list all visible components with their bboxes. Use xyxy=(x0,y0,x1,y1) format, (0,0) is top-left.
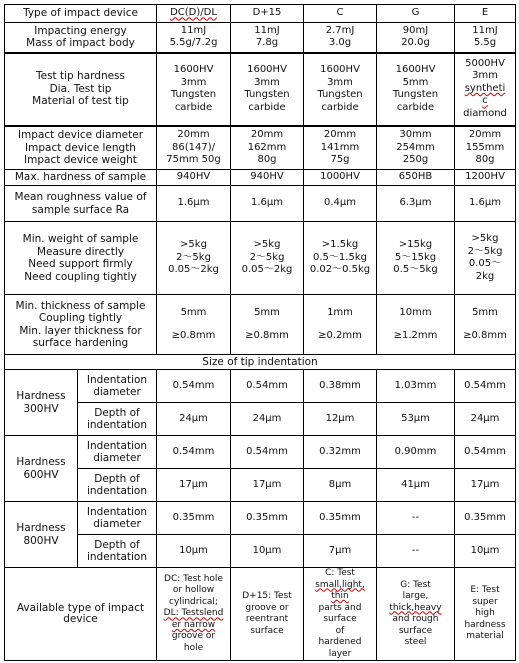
min-thickness-cell: 5mm ≥0.8mm xyxy=(231,295,304,355)
indent-depth-label: Depth of indentation xyxy=(78,469,157,502)
indent-diameter-cell: 1.03mm xyxy=(377,370,455,403)
min-weight-row xyxy=(5,222,516,295)
device-dims-cell: 20mm 86(147)/ 75mm 50g xyxy=(157,126,231,170)
device-dc-header: DC(D)/DL xyxy=(157,5,231,23)
device-dims-cell: 20mm 155mm 80g xyxy=(455,126,516,170)
available-dc-cell: DC: Test hole or hollow cylindrical; DL: Testslend er narrow groove or hole xyxy=(157,568,231,661)
indentation-title-row xyxy=(5,355,516,370)
indent-800-diameter-row xyxy=(5,502,516,535)
indent-600-diameter-row xyxy=(5,436,516,469)
indent-diameter-label: Indentation diameter xyxy=(78,370,157,403)
test-tip-label: Test tip hardness Dia. Test tip Material of test tip xyxy=(5,53,157,126)
min-weight-cell: >5kg 2～5kg 0.05～ 2kg xyxy=(455,222,516,295)
max-hardness-cell: 650HB xyxy=(377,170,455,186)
impact-device-spec-table xyxy=(4,4,516,661)
min-thickness-cell: 1mm ≥0.2mm xyxy=(304,295,377,355)
test-tip-cell: 5000HV 3mm syntheti c diamond xyxy=(455,53,516,126)
roughness-cell: 0.4μm xyxy=(304,186,377,222)
indent-diameter-cell: 0.35mm xyxy=(231,502,304,535)
roughness-row xyxy=(5,186,516,222)
indent-diameter-cell: 0.90mm xyxy=(377,436,455,469)
indent-diameter-label: Indentation diameter xyxy=(78,436,157,469)
indent-300-depth-row xyxy=(5,403,516,436)
indent-depth-cell: 24μm xyxy=(157,403,231,436)
indent-diameter-cell: 0.38mm xyxy=(304,370,377,403)
device-dims-label: Impact device diameter Impact device length Impact device weight xyxy=(5,126,157,170)
indent-depth-cell: 24μm xyxy=(231,403,304,436)
available-d15-cell: D+15: Test groove or reentrant surface xyxy=(231,568,304,661)
indent-depth-label: Depth of indentation xyxy=(78,403,157,436)
min-thickness-cell: 5mm ≥0.8mm xyxy=(455,295,516,355)
available-types-label: Available type of impact device xyxy=(5,568,157,661)
hardness-600-label: Hardness 600HV xyxy=(5,436,78,502)
min-thickness-label: Min. thickness of sample Coupling tightly Min. layer thickness for surface hardening xyxy=(5,295,157,355)
device-c-header: C xyxy=(304,5,377,23)
test-tip-cell: 1600HV 3mm Tungsten carbide xyxy=(157,53,231,126)
max-hardness-cell: 940HV xyxy=(231,170,304,186)
energy-mass-row xyxy=(5,23,516,53)
test-tip-cell: 1600HV 3mm Tungsten carbide xyxy=(231,53,304,126)
indent-diameter-cell: 0.54mm xyxy=(455,436,516,469)
indent-600-depth-row xyxy=(5,469,516,502)
energy-mass-cell: 11mJ 5.5g/7.2g xyxy=(157,23,231,53)
min-weight-label: Min. weight of sample Measure directly Need support firmly Need coupling tightly xyxy=(5,222,157,295)
available-types-row xyxy=(5,568,516,661)
indent-depth-cell: 10μm xyxy=(231,535,304,568)
device-e-header: E xyxy=(455,5,516,23)
min-thickness-cell: 5mm ≥0.8mm xyxy=(157,295,231,355)
test-tip-cell: 1600HV 3mm Tungsten carbide xyxy=(304,53,377,126)
indent-diameter-cell: 0.54mm xyxy=(157,436,231,469)
energy-mass-cell: 90mJ 20.0g xyxy=(377,23,455,53)
indent-diameter-cell: 0.35mm xyxy=(455,502,516,535)
indent-depth-cell: 10μm xyxy=(455,535,516,568)
indentation-title: Size of tip indentation xyxy=(5,355,516,370)
roughness-label: Mean roughness value of sample surface Ra xyxy=(5,186,157,222)
available-e-cell: E: Test super high hardness material xyxy=(455,568,516,661)
test-tip-row xyxy=(5,53,516,126)
indent-depth-cell: 17μm xyxy=(455,469,516,502)
energy-mass-cell: 11mJ 5.5g xyxy=(455,23,516,53)
indent-diameter-cell: 0.35mm xyxy=(304,502,377,535)
available-g-cell: G: Test large, thick,heavy and rough surface steel xyxy=(377,568,455,661)
indent-depth-cell: 12μm xyxy=(304,403,377,436)
indent-depth-cell: 8μm xyxy=(304,469,377,502)
max-hardness-cell: 940HV xyxy=(157,170,231,186)
indent-diameter-cell: 0.54mm xyxy=(455,370,516,403)
max-hardness-cell: 1200HV xyxy=(455,170,516,186)
indent-diameter-cell: 0.32mm xyxy=(304,436,377,469)
available-c-cell: C: Test small,light, thin parts and surface of hardened layer xyxy=(304,568,377,661)
indent-diameter-cell: 0.35mm xyxy=(157,502,231,535)
indent-depth-label: Depth of indentation xyxy=(78,535,157,568)
header-row xyxy=(5,5,516,23)
min-weight-cell: >1.5kg 0.5～1.5kg 0.02～0.5kg xyxy=(304,222,377,295)
indent-depth-cell: -- xyxy=(377,535,455,568)
roughness-cell: 1.6μm xyxy=(455,186,516,222)
hardness-800-label: Hardness 800HV xyxy=(5,502,78,568)
indent-diameter-cell: 0.54mm xyxy=(231,370,304,403)
min-weight-cell: >5kg 2～5kg 0.05～2kg xyxy=(157,222,231,295)
device-dims-cell: 30mm 254mm 250g xyxy=(377,126,455,170)
header-label: Type of impact device xyxy=(5,5,157,23)
indent-depth-cell: 7μm xyxy=(304,535,377,568)
device-d15-header: D+15 xyxy=(231,5,304,23)
max-hardness-row xyxy=(5,170,516,186)
indent-depth-cell: 17μm xyxy=(231,469,304,502)
indent-diameter-cell: 0.54mm xyxy=(157,370,231,403)
device-dims-row xyxy=(5,126,516,170)
device-g-header: G xyxy=(377,5,455,23)
indent-depth-cell: 17μm xyxy=(157,469,231,502)
max-hardness-label: Max. hardness of sample xyxy=(5,170,157,186)
roughness-cell: 1.6μm xyxy=(157,186,231,222)
min-weight-cell: >5kg 2～5kg 0.05～2kg xyxy=(231,222,304,295)
indent-300-diameter-row xyxy=(5,370,516,403)
min-thickness-row xyxy=(5,295,516,355)
energy-mass-cell: 11mJ 7.8g xyxy=(231,23,304,53)
indent-depth-cell: 41μm xyxy=(377,469,455,502)
energy-mass-cell: 2.7mJ 3.0g xyxy=(304,23,377,53)
device-dims-cell: 20mm 141mm 75g xyxy=(304,126,377,170)
roughness-cell: 1.6μm xyxy=(231,186,304,222)
energy-mass-label: Impacting energy Mass of impact body xyxy=(5,23,157,53)
device-dims-cell: 20mm 162mm 80g xyxy=(231,126,304,170)
indent-diameter-cell: 0.54mm xyxy=(231,436,304,469)
indent-depth-cell: 24μm xyxy=(455,403,516,436)
indent-800-depth-row xyxy=(5,535,516,568)
indent-diameter-cell: -- xyxy=(377,502,455,535)
hardness-300-label: Hardness 300HV xyxy=(5,370,78,436)
indent-depth-cell: 10μm xyxy=(157,535,231,568)
indent-depth-cell: 53μm xyxy=(377,403,455,436)
min-weight-cell: >15kg 5～15kg 0.5～5kg xyxy=(377,222,455,295)
roughness-cell: 6.3μm xyxy=(377,186,455,222)
max-hardness-cell: 1000HV xyxy=(304,170,377,186)
indent-diameter-label: Indentation diameter xyxy=(78,502,157,535)
test-tip-cell: 1600HV 5mm Tungsten carbide xyxy=(377,53,455,126)
min-thickness-cell: 10mm ≥1.2mm xyxy=(377,295,455,355)
